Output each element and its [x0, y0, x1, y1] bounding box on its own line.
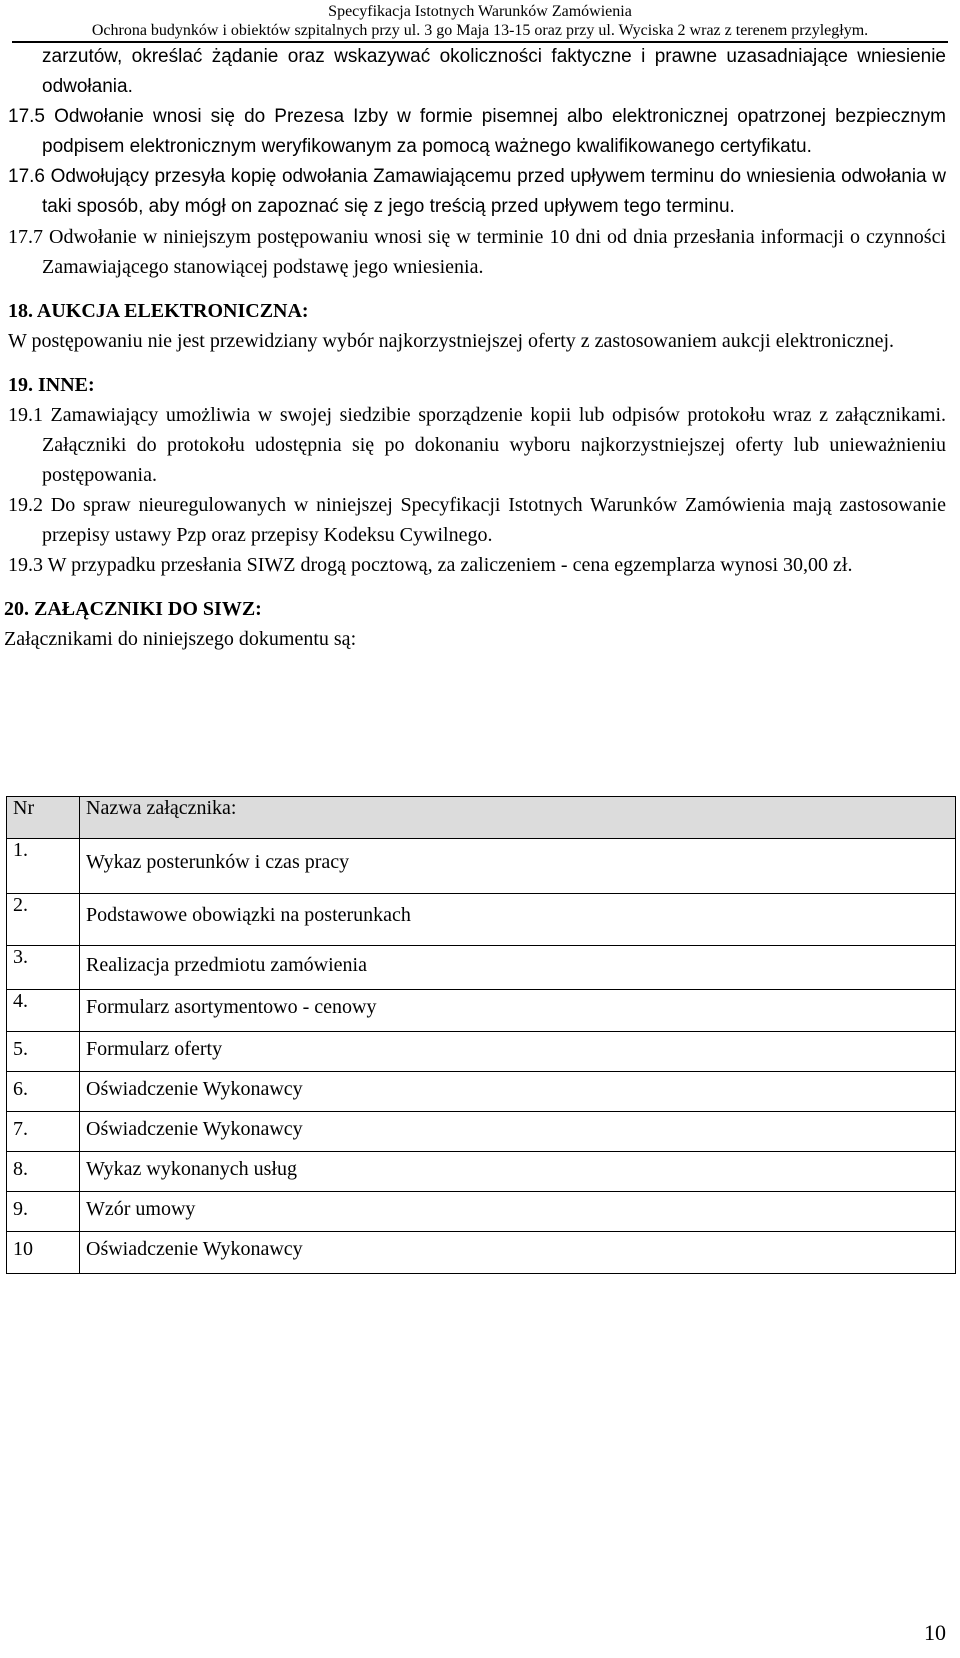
row-name: Realizacja przedmiotu zamówienia: [80, 946, 956, 990]
table-row: [7, 1072, 956, 1112]
table-row: [7, 1232, 956, 1274]
sec17-continuation: zarzutów, określać żądanie oraz wskazywać okoliczności faktyczne i prawne uzasadniające wniesienie odwołania.: [42, 46, 946, 97]
attachments-table: [6, 796, 956, 1274]
sec17-5-paragraph: 17.5 Odwołanie wnosi się do Prezesa Izby w formie pisemnej albo elektronicznej opatrzonej bezpiecznym podpisem elektronicznym weryfikowanym za pomocą ważnego kwalifikowanego certyfikatu.: [8, 106, 946, 157]
column-header-name: Nazwa załącznika:: [80, 797, 956, 839]
row-nr: 2.: [7, 894, 80, 946]
sec19-1-paragraph: 19.1 Zamawiający umożliwia w swojej siedzibie sporządzenie kopii lub odpisów protokołu wraz z załącznikami. Załączniki do protokołu udostępnia się po dokonaniu wyboru najkorzystniejszej oferty lub unieważnieniu postępowania.: [8, 404, 946, 486]
row-nr: 9.: [7, 1192, 80, 1232]
page-number: 10: [924, 1620, 946, 1645]
table-row: [7, 1112, 956, 1152]
document-subtitle: Ochrona budynków i obiektów szpitalnych przy ul. 3 go Maja 13-15 oraz przy ul. Wyciska 2 wraz z terenem przyległym.: [12, 22, 948, 43]
table-row: [7, 839, 956, 894]
document-body: [0, 42, 960, 654]
row-nr: 5.: [7, 1032, 80, 1072]
document-title: Specyfikacja Istotnych Warunków Zamówienia: [328, 3, 632, 20]
sec19-heading: 19. INNE:: [8, 374, 95, 396]
row-name: Podstawowe obowiązki na posterunkach: [80, 894, 956, 946]
column-header-nr: Nr: [7, 797, 80, 839]
page-header: [0, 0, 960, 43]
row-name: Wykaz wykonanych usług: [80, 1152, 956, 1192]
row-name: Oświadczenie Wykonawcy: [80, 1232, 956, 1274]
table-row: [7, 1152, 956, 1192]
row-nr: 7.: [7, 1112, 80, 1152]
row-name: Oświadczenie Wykonawcy: [80, 1072, 956, 1112]
row-name: Wykaz posterunków i czas pracy: [80, 839, 956, 894]
row-nr: 3.: [7, 946, 80, 990]
sec20-heading: 20. ZAŁĄCZNIKI DO SIWZ:: [4, 598, 262, 620]
row-name: Oświadczenie Wykonawcy: [80, 1112, 956, 1152]
table-row: [7, 990, 956, 1032]
table-row: [7, 1192, 956, 1232]
row-nr: 6.: [7, 1072, 80, 1112]
sec18-text-content: W postępowaniu nie jest przewidziany wybór najkorzystniejszej oferty z zastosowaniem aukcji elektronicznej.: [8, 330, 894, 352]
sec17-6-paragraph: 17.6 Odwołujący przesyła kopię odwołania Zamawiającemu przed upływem terminu do wniesienia odwołania w taki sposób, aby mógł on zapoznać się z jego treścią przed upływem tego terminu.: [8, 166, 946, 217]
row-nr: 1.: [7, 839, 80, 894]
sec18-text: [0, 326, 960, 356]
row-name: Formularz asortymentowo - cenowy: [80, 990, 956, 1032]
row-nr: 8.: [7, 1152, 80, 1192]
table-row: [7, 894, 956, 946]
sec20-intro: Załącznikami do niniejszego dokumentu są:: [4, 628, 357, 650]
row-name: Formularz oferty: [80, 1032, 956, 1072]
sec17-7-paragraph: 17.7 Odwołanie w niniejszym postępowaniu wnosi się w terminie 10 dni od dnia przesłania informacji o czynności Zamawiającego stanowiącej podstawę jego wniesienia.: [8, 226, 946, 278]
sec19-2-paragraph: 19.2 Do spraw nieuregulowanych w niniejszej Specyfikacji Istotnych Warunków Zamówienia mają zastosowanie przepisy ustawy Pzp oraz przepisy Kodeksu Cywilnego.: [8, 494, 946, 546]
table-header-row: [7, 797, 956, 839]
row-nr: 10: [7, 1232, 80, 1274]
table-row: [7, 1032, 956, 1072]
sec19-3-paragraph: 19.3 W przypadku przesłania SIWZ drogą pocztową, za zaliczeniem - cena egzemplarza wynosi 30,00 zł.: [8, 554, 853, 576]
row-nr: 4.: [7, 990, 80, 1032]
row-name: Wzór umowy: [80, 1192, 956, 1232]
sec18-heading: 18. AUKCJA ELEKTRONICZNA:: [8, 300, 309, 322]
table-row: [7, 946, 956, 990]
